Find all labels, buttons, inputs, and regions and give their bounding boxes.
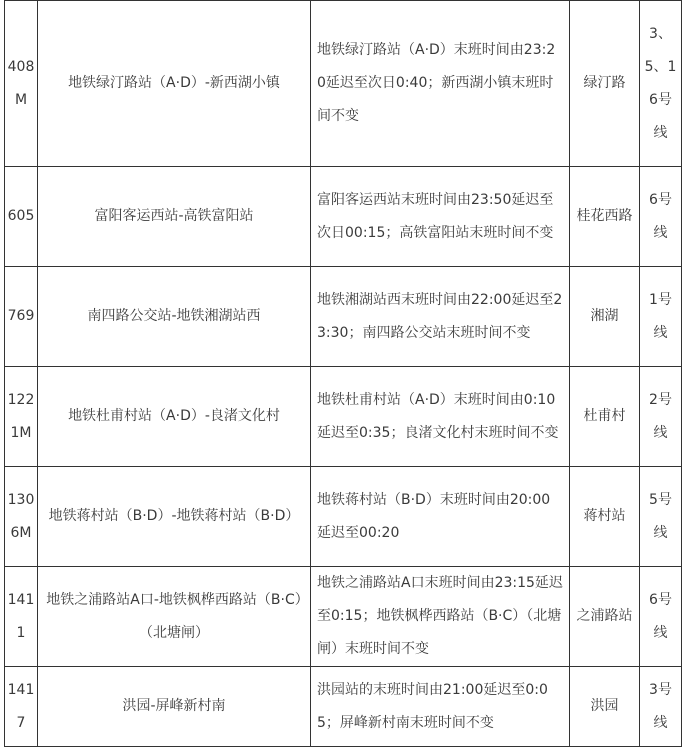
- route-name: 洪园-屏峰新村南: [38, 667, 311, 747]
- route-name: 地铁绿汀路站（A·D）-新西湖小镇: [38, 1, 311, 167]
- route-number: 769: [5, 267, 38, 367]
- schedule-change: 地铁蒋村站（B·D）末班时间由20:00延迟至00:20: [311, 467, 570, 567]
- metro-station: 蒋村站: [570, 467, 640, 567]
- table-row: [5, 667, 682, 747]
- table-row: [5, 567, 682, 667]
- route-name: 地铁蒋村站（B·D）-地铁蒋村站（B·D）: [38, 467, 311, 567]
- route-name: 地铁之浦路站A口-地铁枫桦西路站（B·C）（北塘闸）: [38, 567, 311, 667]
- route-number: 605: [5, 167, 38, 267]
- metro-line: 6号线: [640, 567, 682, 667]
- route-name: 南四路公交站-地铁湘湖站西: [38, 267, 311, 367]
- table-row: [5, 367, 682, 467]
- schedule-change: 洪园站的末班时间由21:00延迟至0:05；屏峰新村南末班时间不变: [311, 667, 570, 747]
- route-name: 地铁杜甫村站（A·D）-良渚文化村: [38, 367, 311, 467]
- schedule-change: 地铁杜甫村站（A·D）末班时间由0:10延迟至0:35；良渚文化村末班时间不变: [311, 367, 570, 467]
- metro-station: 桂花西路: [570, 167, 640, 267]
- route-number: 1221M: [5, 367, 38, 467]
- metro-line: 2号线: [640, 367, 682, 467]
- schedule-change: 地铁绿汀路站（A·D）末班时间由23:20延迟至次日0:40；新西湖小镇末班时间不变: [311, 1, 570, 167]
- metro-station: 绿汀路: [570, 1, 640, 167]
- metro-line: 5号线: [640, 467, 682, 567]
- metro-line: 6号线: [640, 167, 682, 267]
- schedule-change: 地铁之浦路站A口末班时间由23:15延迟至0:15；地铁枫桦西路站（B·C）（北塘闸）末班时间不变: [311, 567, 570, 667]
- metro-line: 3、5、16号线: [640, 1, 682, 167]
- metro-line: 1号线: [640, 267, 682, 367]
- route-number: 1306M: [5, 467, 38, 567]
- schedule-change: 富阳客运西站末班时间由23:50延迟至次日00:15；高铁富阳站末班时间不变: [311, 167, 570, 267]
- schedule-table: [4, 0, 682, 747]
- route-name: 富阳客运西站-高铁富阳站: [38, 167, 311, 267]
- metro-station: 洪园: [570, 667, 640, 747]
- metro-station: 之浦路站: [570, 567, 640, 667]
- metro-line: 3号线: [640, 667, 682, 747]
- table-row: [5, 1, 682, 167]
- route-number: 1411: [5, 567, 38, 667]
- table-row: [5, 167, 682, 267]
- metro-station: 杜甫村: [570, 367, 640, 467]
- schedule-change: 地铁湘湖站西末班时间由22:00延迟至23:30；南四路公交站末班时间不变: [311, 267, 570, 367]
- route-number: 408M: [5, 1, 38, 167]
- table-row: [5, 267, 682, 367]
- route-number: 1417: [5, 667, 38, 747]
- table-row: [5, 467, 682, 567]
- metro-station: 湘湖: [570, 267, 640, 367]
